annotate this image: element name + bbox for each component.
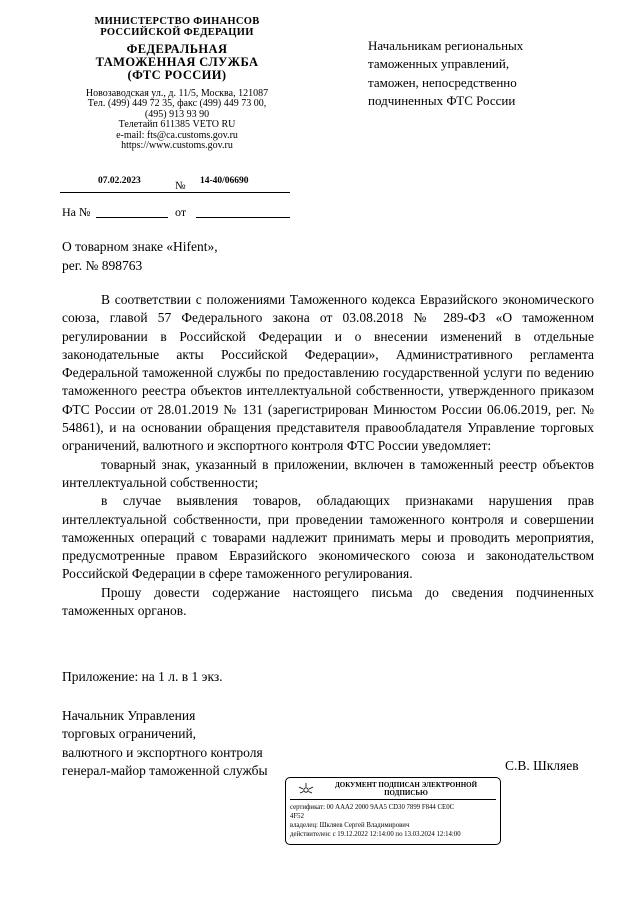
owner-line: владелец: Шкляев Сергей Владимирович — [290, 822, 410, 829]
validity-line: действителен: с 19.12.2022 12:14:00 по 13.03.2024 12:14:00 — [290, 831, 461, 838]
signatory-name: С.В. Шкляев — [505, 758, 579, 773]
stamp-title-line: ДОКУМЕНТ ПОДПИСАН ЭЛЕКТРОННОЙ — [334, 781, 478, 789]
subject-line: О товарном знаке «Hifent», — [62, 239, 218, 254]
attachment-note: Приложение: на 1 л. в 1 экз. — [62, 669, 223, 684]
letterhead — [52, 16, 302, 151]
service-name — [52, 43, 302, 82]
ministry-name — [52, 16, 302, 38]
service-line: ТАМОЖЕННАЯ СЛУЖБА — [95, 55, 259, 69]
certificate-line: сертификат: 00 AAA2 2000 9AA5 CD30 7899 F844 CE0C — [290, 804, 455, 811]
position-line: валютного и экспортного контроля — [62, 744, 263, 760]
reference-date-blank — [196, 217, 290, 218]
addressee — [368, 37, 523, 110]
stamp-details — [290, 803, 496, 839]
registration-number: 14-40/06690 — [200, 176, 249, 186]
reference-from: от — [175, 205, 187, 219]
emblem-icon — [296, 782, 316, 798]
email-line: e-mail: fts@ca.customs.gov.ru — [116, 129, 238, 141]
registration-date: 07.02.2023 — [98, 176, 141, 186]
reference-prefix: На № — [62, 205, 91, 219]
addressee-line: подчиненных ФТС России — [368, 92, 516, 108]
addressee-line: Начальникам региональных — [368, 38, 524, 53]
body-paragraph: В соответствии с положениями Таможенного кодекса Евразийского экономического союза, главой 57 Федерального закона от 03.08.2018 № 289-ФЗ «О таможенном регулировании в Российской Федерации и о внесении изменений в отдельные законодательные акты Российской Федерации», Административного регламента Федеральной таможенной службы по предоставлению государственной услуги по ведению таможенного реестра объектов интеллектуальной собственности, утвержденного приказом ФТС России от 28.01.2019 № 131 (зарегистрирован Минюстом России 06.06.2019, рег. № 54861), и на основании обращения представителя правообладателя Управление торговых ограничений, валютного и экспортного контроля ФТС России уведомляет: — [62, 292, 594, 454]
stamp-title-line: ПОДПИСЬЮ — [384, 789, 428, 797]
phone-line: (495) 913 93 90 — [144, 108, 210, 120]
body-paragraph: в случае выявления товаров, обладающих признаками нарушения прав интеллектуальной собственности, при проведении таможенного контроля и совершении таможенных операций с товарами надлежит принимать меры и проводить мероприятия, предусмотренные правом Евразийского экономического союза и законодательством Российской Федерации в сфере таможенного регулирования. — [62, 493, 594, 582]
letter-subject — [62, 237, 218, 275]
ministry-line: МИНИСТЕРСТВО ФИНАНСОВ — [94, 16, 260, 27]
addressee-line: таможен, непосредственно — [368, 74, 517, 90]
subject-line: рег. № 898763 — [62, 258, 143, 273]
service-line: (ФТС РОССИИ) — [127, 68, 227, 82]
reference-number-blank — [96, 217, 168, 218]
signatory-position — [62, 707, 268, 781]
letter-body — [62, 291, 594, 620]
contact-block — [52, 89, 302, 151]
teletype-line: Телетайп 611385 VETO RU — [118, 119, 236, 131]
position-line: генерал-майор таможенной службы — [62, 763, 268, 779]
ministry-line: РОССИЙСКОЙ ФЕДЕРАЦИИ — [100, 27, 254, 38]
number-sign: № — [175, 180, 186, 192]
service-line: ФЕДЕРАЛЬНАЯ — [126, 42, 228, 56]
stamp-divider — [290, 799, 496, 800]
position-line: Начальник Управления — [62, 708, 196, 723]
certificate-line: 4F52 — [290, 813, 304, 820]
website-line: https://www.customs.gov.ru — [121, 140, 233, 152]
e-signature-stamp — [285, 777, 501, 845]
registration-underline — [60, 192, 290, 193]
address-line: Новозаводская ул., д. 11/5, Москва, 121087 — [85, 88, 269, 99]
position-line: торговых ограничений, — [62, 726, 197, 742]
body-paragraph: товарный знак, указанный в приложении, включен в таможенный реестр объектов интеллектуальной собственности; — [62, 456, 594, 490]
addressee-line: таможенных управлений, — [368, 56, 510, 72]
body-paragraph: Прошу довести содержание настоящего письма до сведения подчиненных таможенных органов. — [62, 584, 594, 619]
phone-line: Тел. (499) 449 72 35, факс (499) 449 73 00, — [87, 98, 267, 110]
stamp-title — [314, 781, 498, 797]
